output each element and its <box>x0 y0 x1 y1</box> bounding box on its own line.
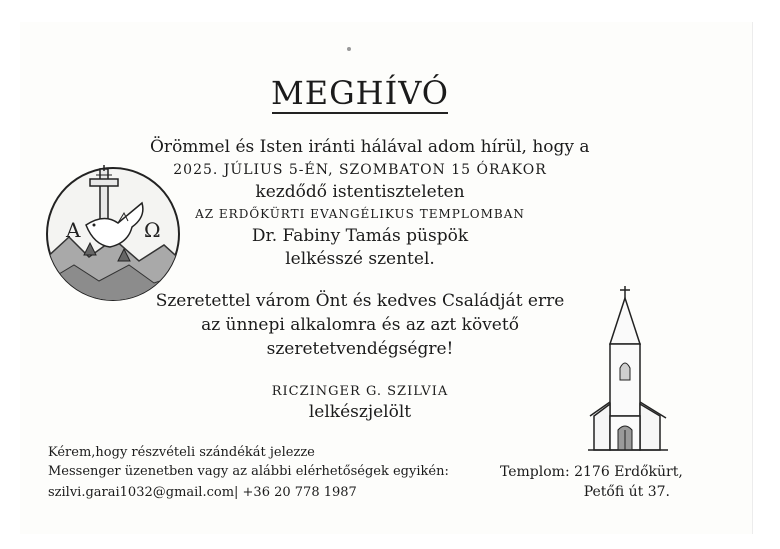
church-location-line: AZ ERDŐKÜRTI EVANGÉLIKUS TEMPLOMBAN <box>195 207 525 221</box>
pin-mark <box>347 47 351 51</box>
contact-email-phone: szilvi.garai1032@gmail.com| +36 20 778 1987 <box>48 485 357 500</box>
church-address-line-1: Templom: 2176 Erdőkürt, <box>500 464 683 480</box>
title-underline <box>272 112 448 114</box>
welcome-line-2: az ünnepi alkalomra és az azt követő <box>201 315 519 335</box>
welcome-line-3: szeretetvendégségre! <box>266 339 454 359</box>
omega-symbol: Ω <box>144 218 161 242</box>
church-icon <box>588 284 668 456</box>
church-address-line-2: Petőfi út 37. <box>583 484 670 500</box>
rsvp-request: Kérem,hogy részvételi szándékát jelezze <box>48 445 315 460</box>
rsvp-channels: Messenger üzenetben vagy az alábbi elérhetőségek egyikén: <box>48 464 449 479</box>
welcome-line-1: Szeretettel várom Önt és kedves Családját erre <box>155 291 565 311</box>
signature-role: lelkészjelölt <box>308 402 412 422</box>
ordination-line: lelkésszé szentel. <box>285 249 435 269</box>
invitation-title: MEGHÍVÓ <box>270 74 449 112</box>
service-line: kezdődő istentiszteleten <box>255 182 465 202</box>
bishop-line: Dr. Fabiny Tamás püspök <box>251 226 469 246</box>
date-time-line: 2025. JÚLIUS 5-ÉN, SZOMBATON 15 ÓRAKOR <box>173 162 547 178</box>
announcement-line: Örömmel és Isten iránti hálával adom hírül, hogy a <box>150 137 590 157</box>
alpha-symbol: A <box>66 218 81 242</box>
emblem-icon <box>44 165 182 303</box>
signature-name: RICZINGER G. SZILVIA <box>271 384 449 399</box>
